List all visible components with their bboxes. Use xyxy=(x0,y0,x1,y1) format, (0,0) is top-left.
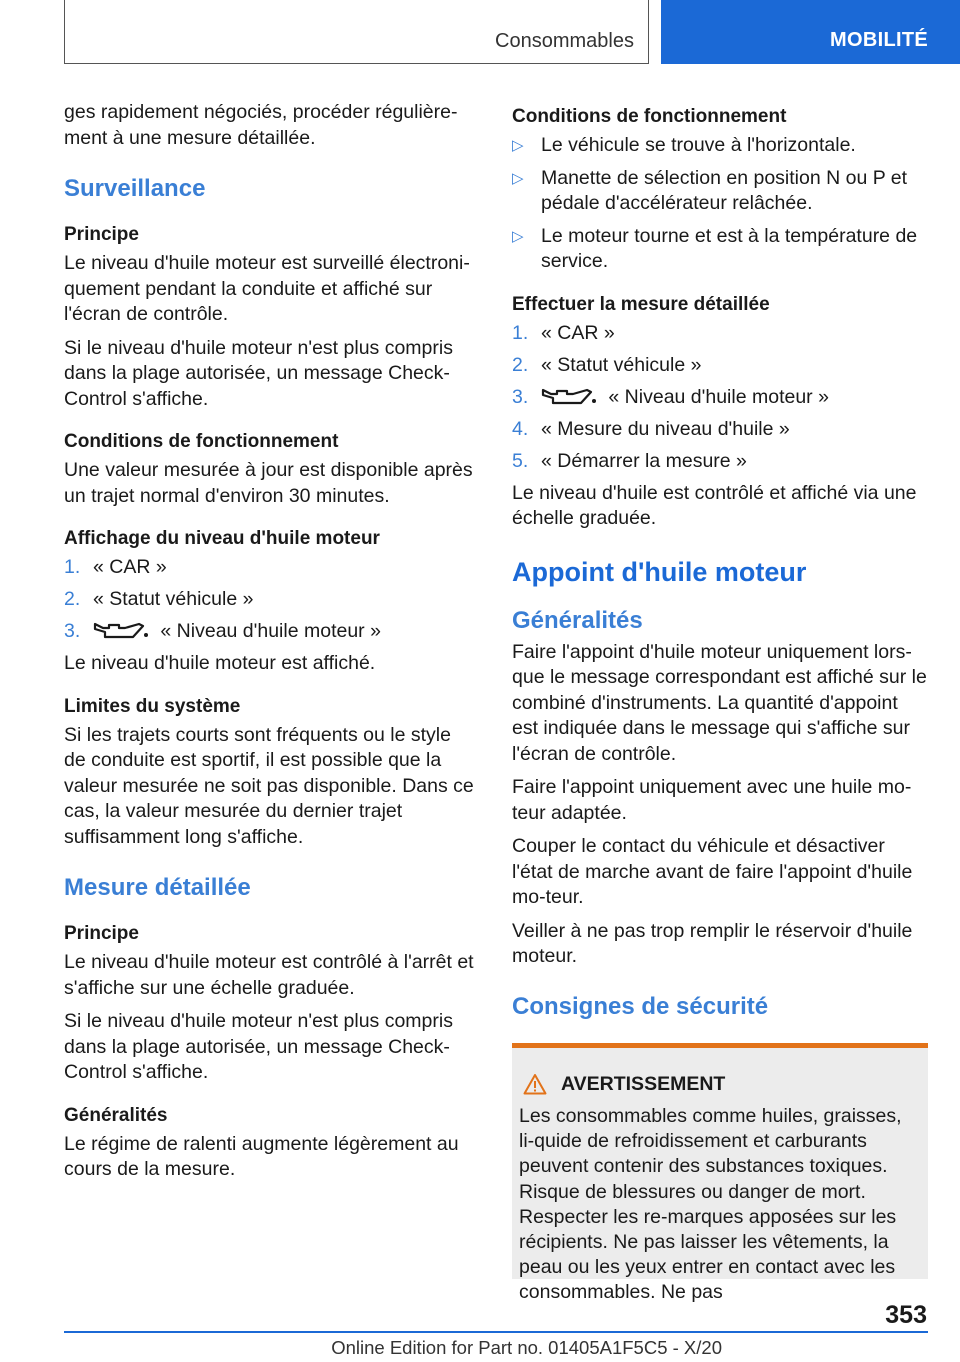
mesure-principe-p1: Le niveau d'huile moteur est contrôlé à l'arrêt et s'affiche sur une échelle graduée. xyxy=(64,951,474,999)
left-column xyxy=(64,100,476,1191)
mesure-heading: Mesure détaillée xyxy=(64,874,251,901)
list-item: ▷ Manette de sélection en position N ou P et pédale d'accélérateur relâchée. xyxy=(512,166,908,214)
appoint-p1: Faire l'appoint d'huile moteur uniquement lors-que le message correspondant est affiché sur le combiné d'instruments. La quantité d'appoint est indiquée dans le message qui s'affiche sur l'écran de contrôle. xyxy=(512,640,927,765)
list-item: 4. « Mesure du niveau d'huile » xyxy=(512,417,790,440)
footer-edition: Online Edition for Part no. 01405A1F5C5 - X/20 xyxy=(331,1337,722,1358)
surveillance-conditions-heading: Conditions de fonctionnement xyxy=(64,431,339,452)
warning-triangle-icon xyxy=(523,1073,547,1095)
surveillance-principe-p2: Si le niveau d'huile moteur n'est plus compris dans la plage autorisée, un message Check-Control s'affiche. xyxy=(64,336,453,410)
header-section-label: Consommables xyxy=(495,30,634,52)
header-section-tab xyxy=(64,0,649,64)
list-item: 3. « Niveau d'huile moteur » xyxy=(64,620,381,642)
list-item: ▷ Le moteur tourne et est à la température de service. xyxy=(512,224,918,272)
appoint-p4: Veiller à ne pas trop remplir le réservoir d'huile moteur. xyxy=(512,919,913,967)
effectuer-result: Le niveau d'huile est contrôlé et affiché via une échelle graduée. xyxy=(512,481,917,529)
mesure-generalites-heading: Généralités xyxy=(64,1104,168,1126)
list-item: 1. « CAR » xyxy=(64,556,167,578)
intro-paragraph: ges rapidement négociés, procéder régulière-ment à une mesure détaillée. xyxy=(64,101,458,149)
list-item: 2. « Statut véhicule » xyxy=(512,353,702,376)
list-item: 5. « Démarrer la mesure » xyxy=(512,449,747,472)
header-chapter-tab xyxy=(661,0,960,64)
right-column xyxy=(512,100,928,1040)
limites-paragraph: Si les trajets courts sont fréquents ou le style de conduite est sportif, il est possible que la valeur mesurée ne soit pas disponible. Dans ce cas, la valeur mesurée du dernier trajet suffisamment long s'affiche. xyxy=(64,723,474,848)
effectuer-heading: Effectuer la mesure détaillée xyxy=(512,293,770,315)
triangle-bullet-icon: ▷ xyxy=(512,169,524,187)
triangle-bullet-icon: ▷ xyxy=(512,227,524,245)
warning-title: AVERTISSEMENT xyxy=(561,1073,726,1095)
affichage-result: Le niveau d'huile moteur est affiché. xyxy=(64,652,376,674)
appoint-heading: Appoint d'huile moteur xyxy=(512,556,807,587)
surveillance-principe-heading: Principe xyxy=(64,224,139,245)
warning-text: Les consommables comme huiles, graisses, li-quide de refroidissement et carburants peuvent contenir des substances toxiques. Risque de blessures ou danger de mort. Respecter les re-marques apposées sur les récipients. Ne pas laisser les vêtements, la peau ou les yeux entrer en contact avec les consommables. Ne pas xyxy=(519,1105,902,1304)
list-item: 3. « Niveau d'huile moteur » xyxy=(512,385,829,408)
list-item: 2. « Statut véhicule » xyxy=(64,588,254,610)
mesure-generalites-paragraph: Le régime de ralenti augmente légèrement au cours de la mesure. xyxy=(64,1132,459,1180)
list-item: ▷ Le véhicule se trouve à l'horizontale. xyxy=(512,133,928,159)
surveillance-principe-p1: Le niveau d'huile moteur est surveillé électroni-quement pendant la conduite et affiché sur l'écran de contrôle. xyxy=(64,252,470,325)
affichage-heading: Affichage du niveau d'huile moteur xyxy=(64,528,380,549)
conditions-heading: Conditions de fonctionnement xyxy=(512,106,787,127)
consignes-heading: Consignes de sécurité xyxy=(512,992,769,1020)
mesure-principe-p2: Si le niveau d'huile moteur n'est plus compris dans la plage autorisée, un message Check-Control s'affiche. xyxy=(64,1010,453,1083)
oil-can-icon xyxy=(93,620,149,640)
oil-can-icon xyxy=(541,386,597,406)
conditions-list xyxy=(512,133,928,275)
list-item: 1. « CAR » xyxy=(512,321,615,344)
appoint-p2: Faire l'appoint uniquement avec une huile mo-teur adaptée. xyxy=(512,776,912,824)
appoint-generalites-heading: Généralités xyxy=(512,606,643,634)
affichage-steps xyxy=(64,555,476,645)
limites-heading: Limites du système xyxy=(64,695,241,717)
warning-box xyxy=(512,1043,928,1304)
effectuer-steps xyxy=(512,321,928,475)
appoint-p3: Couper le contact du véhicule et désactiver l'état de marche avant de faire l'appoint d'huile mo-teur. xyxy=(512,835,913,908)
triangle-bullet-icon: ▷ xyxy=(512,137,524,154)
footer-divider xyxy=(64,1331,928,1333)
mesure-principe-heading: Principe xyxy=(64,923,139,944)
header-chapter-label: MOBILITÉ xyxy=(830,29,928,51)
surveillance-conditions-paragraph: Une valeur mesurée à jour est disponible après un trajet normal d'environ 30 minutes. xyxy=(64,459,473,507)
warning-title-row xyxy=(519,1070,921,1098)
page-number: 353 xyxy=(885,1301,927,1329)
surveillance-heading: Surveillance xyxy=(64,175,206,202)
